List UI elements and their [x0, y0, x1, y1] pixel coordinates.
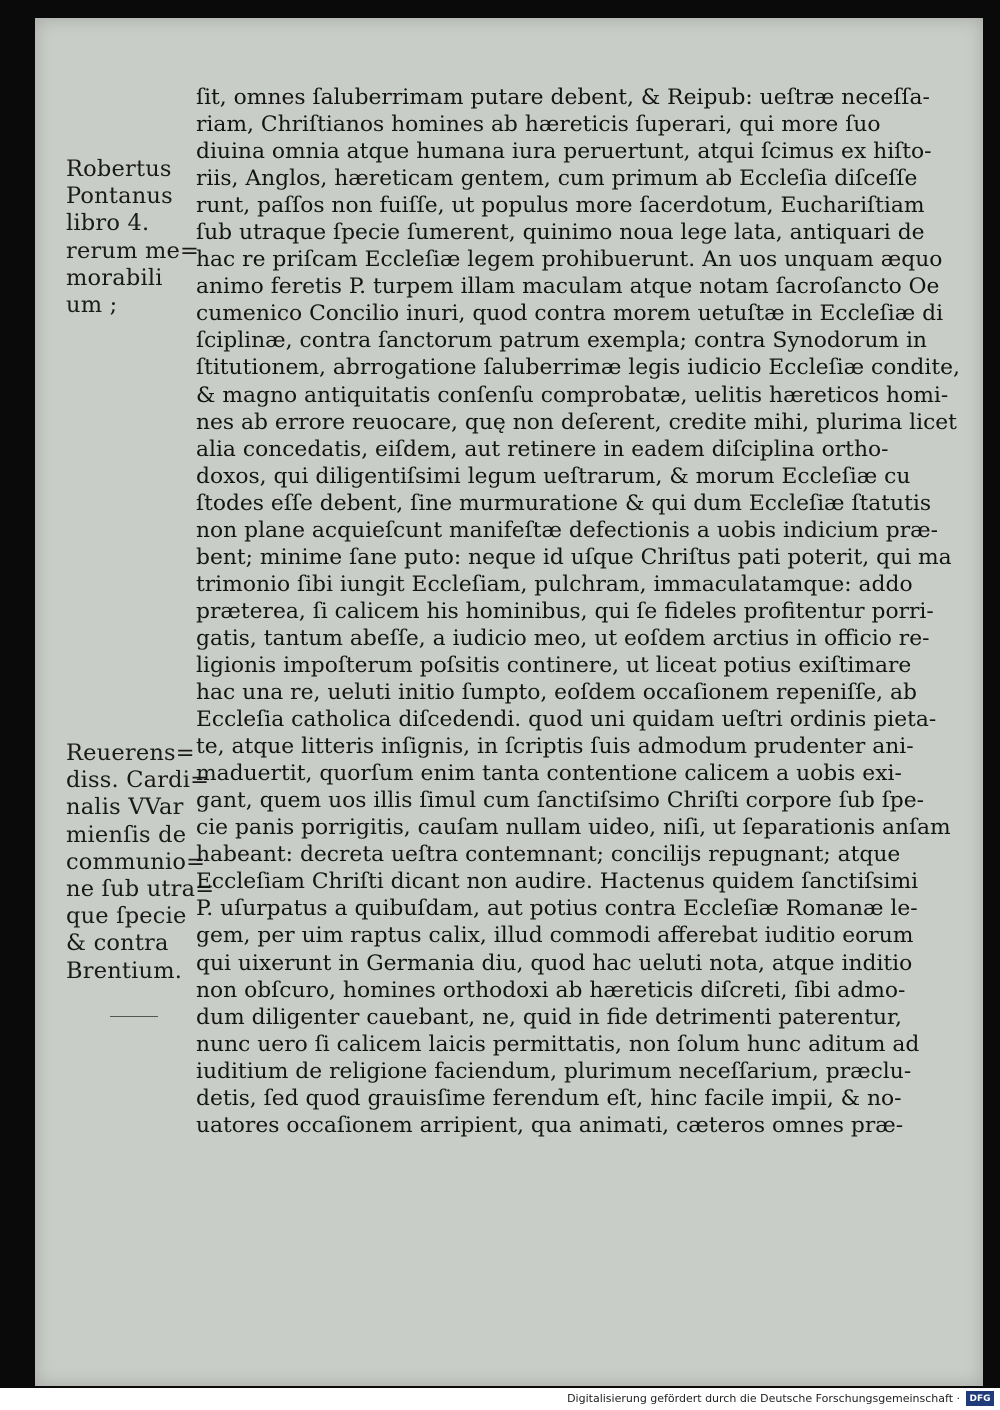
text-line: hac una re, ueluti initio ſumpto, eoſdem occaſionem repeniſſe, ab — [196, 680, 917, 706]
margin-note-line: rerum me= — [66, 237, 200, 264]
margin-note-line: communio= — [66, 848, 206, 875]
text-line: nunc uero ſi calicem laicis permittatis, non ſolum hunc aditum ad — [196, 1031, 920, 1057]
text-line: riis, Anglos, hæreticam gentem, cum primum ab Eccleſia diſceſſe — [196, 166, 918, 192]
text-line: diuina omnia atque humana iura peruertunt, atqui ſcimus ex hiſto- — [196, 139, 932, 165]
text-line: qui uixerunt in Germania diu, quod hac ueluti nota, atque inditio — [196, 950, 913, 976]
text-line: uatores occaſionem arripient, qua animati, cæteros omnes præ- — [196, 1112, 904, 1138]
text-line: animo feretis P. turpem illam maculam atque notam ſacroſancto Oe — [196, 274, 940, 300]
margin-note-line: & contra — [66, 930, 169, 957]
margin-note-pontanus — [66, 156, 206, 319]
funding-credit: Digitalisierung gefördert durch die Deutsche Forschungsgemeinschaft · — [567, 1392, 960, 1405]
margin-note-line: um ; — [66, 292, 118, 319]
text-line: doxos, qui diligentiſsimi legum ueſtrarum, & morum Eccleſiæ cu — [196, 463, 911, 489]
margin-note-line: nalis VVar — [66, 794, 184, 821]
text-line: detis, ſed quod grauisſime ferendum eſt, hinc facile impii, & no- — [196, 1085, 902, 1111]
margin-note-line: Robertus — [66, 156, 172, 182]
text-line: cumenico Concilio inuri, quod contra morem uetuſtæ in Eccleſiæ di — [196, 301, 944, 327]
text-line: cie panis porrigitis, cauſam nullam uideo, niſi, ut ſeparationis anſam — [196, 815, 951, 841]
text-line: gatis, tantum abeſſe, a iudicio meo, ut eoſdem arctius in officio re- — [196, 625, 930, 651]
dfg-logo-icon: DFG — [966, 1391, 994, 1406]
margin-note-line: que ſpecie — [66, 903, 187, 930]
margin-rule — [110, 1016, 158, 1017]
margin-note-line: Reuerens= — [66, 740, 195, 766]
text-line: ſtitutionem, abrrogatione ſaluberrimæ legis iudicio Eccleſiæ condite, — [196, 355, 960, 381]
text-line: runt, paſſos non fuiſſe, ut populus more ſacerdotum, Euchariſtiam — [196, 193, 925, 219]
margin-note-line: diss. Cardi= — [66, 767, 210, 794]
text-line: hac re priſcam Eccleſiæ legem prohibuerunt. An uos unquam æquo — [196, 247, 943, 273]
text-line: non obſcuro, homines orthodoxi ab hæreticis diſcreti, ſibi admo- — [196, 977, 906, 1003]
text-line: iuditium de religione faciendum, plurimum neceſſarium, præclu- — [196, 1058, 912, 1084]
margin-note-line: libro 4. — [66, 210, 150, 237]
text-line: gant, quem uos illis ſimul cum ſanctiſsimo Chriſti corpore ſub ſpe- — [196, 788, 925, 814]
text-line: gem, per uim raptus calix, illud commodi afferebat iuditio eorum — [196, 923, 914, 949]
text-line: habeant: decreta ueſtra contemnant; concilijs repugnant; atque — [196, 842, 901, 868]
main-text-block — [196, 84, 960, 1139]
text-line: ſtodes eſſe debent, ſine murmuratione & qui dum Eccleſiæ ſtatutis — [196, 490, 932, 516]
text-line: præterea, ſi calicem his hominibus, qui ſe fideles profitentur porri- — [196, 598, 934, 624]
text-line: te, atque litteris inſignis, in ſcriptis ſuis admodum prudenter ani- — [196, 734, 914, 760]
margin-note-line: Pontanus — [66, 183, 173, 210]
text-line: trimonio ſibi iungit Eccleſiam, pulchram, immaculatamque: addo — [196, 571, 913, 597]
margin-note-warmiensis — [66, 740, 215, 985]
text-line: maduertit, quorſum enim tanta contentione calicem a uobis exi- — [196, 761, 902, 787]
margin-note-line: mienſis de — [66, 821, 187, 848]
text-line: Eccleſiam Chriſti dicant non audire. Hactenus quidem ſanctiſsimi — [196, 869, 919, 895]
text-line: ligionis impoſterum poſsitis continere, ut liceat potius exiſtimare — [196, 652, 912, 678]
text-line: dum diligenter cauebant, ne, quid in fide detrimenti paterentur, — [196, 1004, 902, 1030]
margin-note-line: ne ſub utra= — [66, 876, 215, 903]
text-line: ſit, omnes ſaluberrimam putare debent, & Reipub: ueſtræ neceſſa- — [196, 85, 930, 110]
text-line: Eccleſia catholica diſcedendi. quod uni quidam ueſtri ordinis pieta- — [196, 707, 937, 733]
text-line: nes ab errore reuocare, quę non deſerent, credite mihi, plurima licet — [196, 409, 957, 435]
text-line: alia concedatis, eiſdem, aut retinere in eadem diſciplina ortho- — [196, 436, 889, 462]
text-line: non plane acquieſcunt manifeſtæ defectionis a uobis indicium præ- — [196, 517, 938, 543]
text-line: P. uſurpatus a quibuſdam, aut potius contra Eccleſiæ Romanæ le- — [196, 896, 918, 922]
text-line: & magno antiquitatis conſenſu comprobatæ, uelitis hæreticos homi- — [196, 382, 949, 408]
text-line: bent; minime ſane puto: neque id uſque Chriſtus pati poterit, qui ma — [196, 544, 952, 570]
text-line: ſub utraque ſpecie ſumerent, quinimo noua lege lata, antiquari de — [196, 220, 925, 246]
margin-note-line: morabili — [66, 264, 163, 291]
text-line: ſciplinæ, contra ſanctorum patrum exempla; contra Synodorum in — [196, 328, 927, 354]
margin-note-line: Brentium. — [66, 957, 183, 984]
digitization-footer — [0, 1388, 1000, 1410]
text-line: riam, Chriſtianos homines ab hæreticis ſuperari, qui more ſuo — [196, 112, 881, 138]
